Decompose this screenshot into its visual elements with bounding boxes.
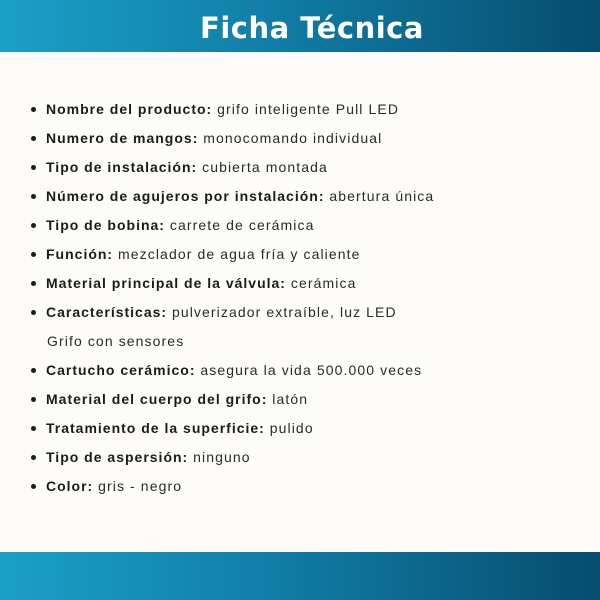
spec-label: Características: xyxy=(46,304,172,320)
spec-label: Cartucho cerámico: xyxy=(46,362,201,378)
spec-value: latón xyxy=(272,391,309,407)
spec-item-cartridge xyxy=(28,357,588,386)
spec-item-holes xyxy=(28,183,588,212)
spec-value: mezclador de agua fría y caliente xyxy=(118,246,361,262)
spec-item-body-material xyxy=(28,386,588,415)
spec-item-features xyxy=(28,299,588,328)
footer-band xyxy=(0,552,600,600)
spec-label: Color: xyxy=(46,478,99,494)
spec-label: Tipo de instalación: xyxy=(46,159,203,175)
spec-item-handles xyxy=(28,125,588,154)
spec-label: Número de agujeros por instalación: xyxy=(46,188,330,204)
spec-label: Material principal de la válvula: xyxy=(46,275,291,291)
spec-list xyxy=(28,96,588,502)
spec-item-function xyxy=(28,241,588,270)
spec-value: gris - negro xyxy=(98,478,183,494)
spec-value: cerámica xyxy=(290,275,357,291)
spec-value: ninguno xyxy=(193,449,251,465)
spec-item-installation-type xyxy=(28,154,588,183)
spec-value: Grifo con sensores xyxy=(47,333,185,349)
spec-label: Tratamiento de la superficie: xyxy=(46,420,270,436)
bullet-icon xyxy=(31,397,36,402)
spec-value: cubierta montada xyxy=(202,159,328,175)
bullet-icon xyxy=(31,252,36,257)
spec-item-color xyxy=(28,473,588,502)
spec-item-surface-treatment xyxy=(28,415,588,444)
spec-value: pulido xyxy=(269,420,314,436)
bullet-icon xyxy=(31,281,36,286)
bullet-icon xyxy=(31,455,36,460)
spec-value: asegura la vida 500.000 veces xyxy=(200,362,423,378)
spec-item-valve-material xyxy=(28,270,588,299)
spec-item-product-name xyxy=(28,96,588,125)
spec-label: Numero de mangos: xyxy=(46,130,204,146)
bullet-icon xyxy=(31,484,36,489)
spec-label: Función: xyxy=(46,246,118,262)
bullet-icon xyxy=(31,136,36,141)
spec-label: Nombre del producto: xyxy=(46,101,218,117)
spec-item-features-continuation xyxy=(28,328,588,357)
spec-value: grifo inteligente Pull LED xyxy=(217,101,400,117)
spec-value: abertura única xyxy=(329,188,435,204)
spec-item-spray-type xyxy=(28,444,588,473)
bullet-icon xyxy=(31,194,36,199)
spec-label: Tipo de bobina: xyxy=(46,217,170,233)
bullet-icon xyxy=(31,368,36,373)
spec-item-coil xyxy=(28,212,588,241)
spec-label: Tipo de aspersión: xyxy=(46,449,194,465)
spec-value: carrete de cerámica xyxy=(169,217,315,233)
bullet-icon xyxy=(31,223,36,228)
spec-value: pulverizador extraíble, luz LED xyxy=(171,304,397,320)
bullet-icon xyxy=(31,165,36,170)
spec-label: Material del cuerpo del grifo: xyxy=(46,391,273,407)
bullet-icon xyxy=(31,426,36,431)
spec-value: monocomando individual xyxy=(203,130,383,146)
page-title: Ficha Técnica xyxy=(200,11,424,45)
bullet-icon xyxy=(31,310,36,315)
bullet-icon xyxy=(31,107,36,112)
